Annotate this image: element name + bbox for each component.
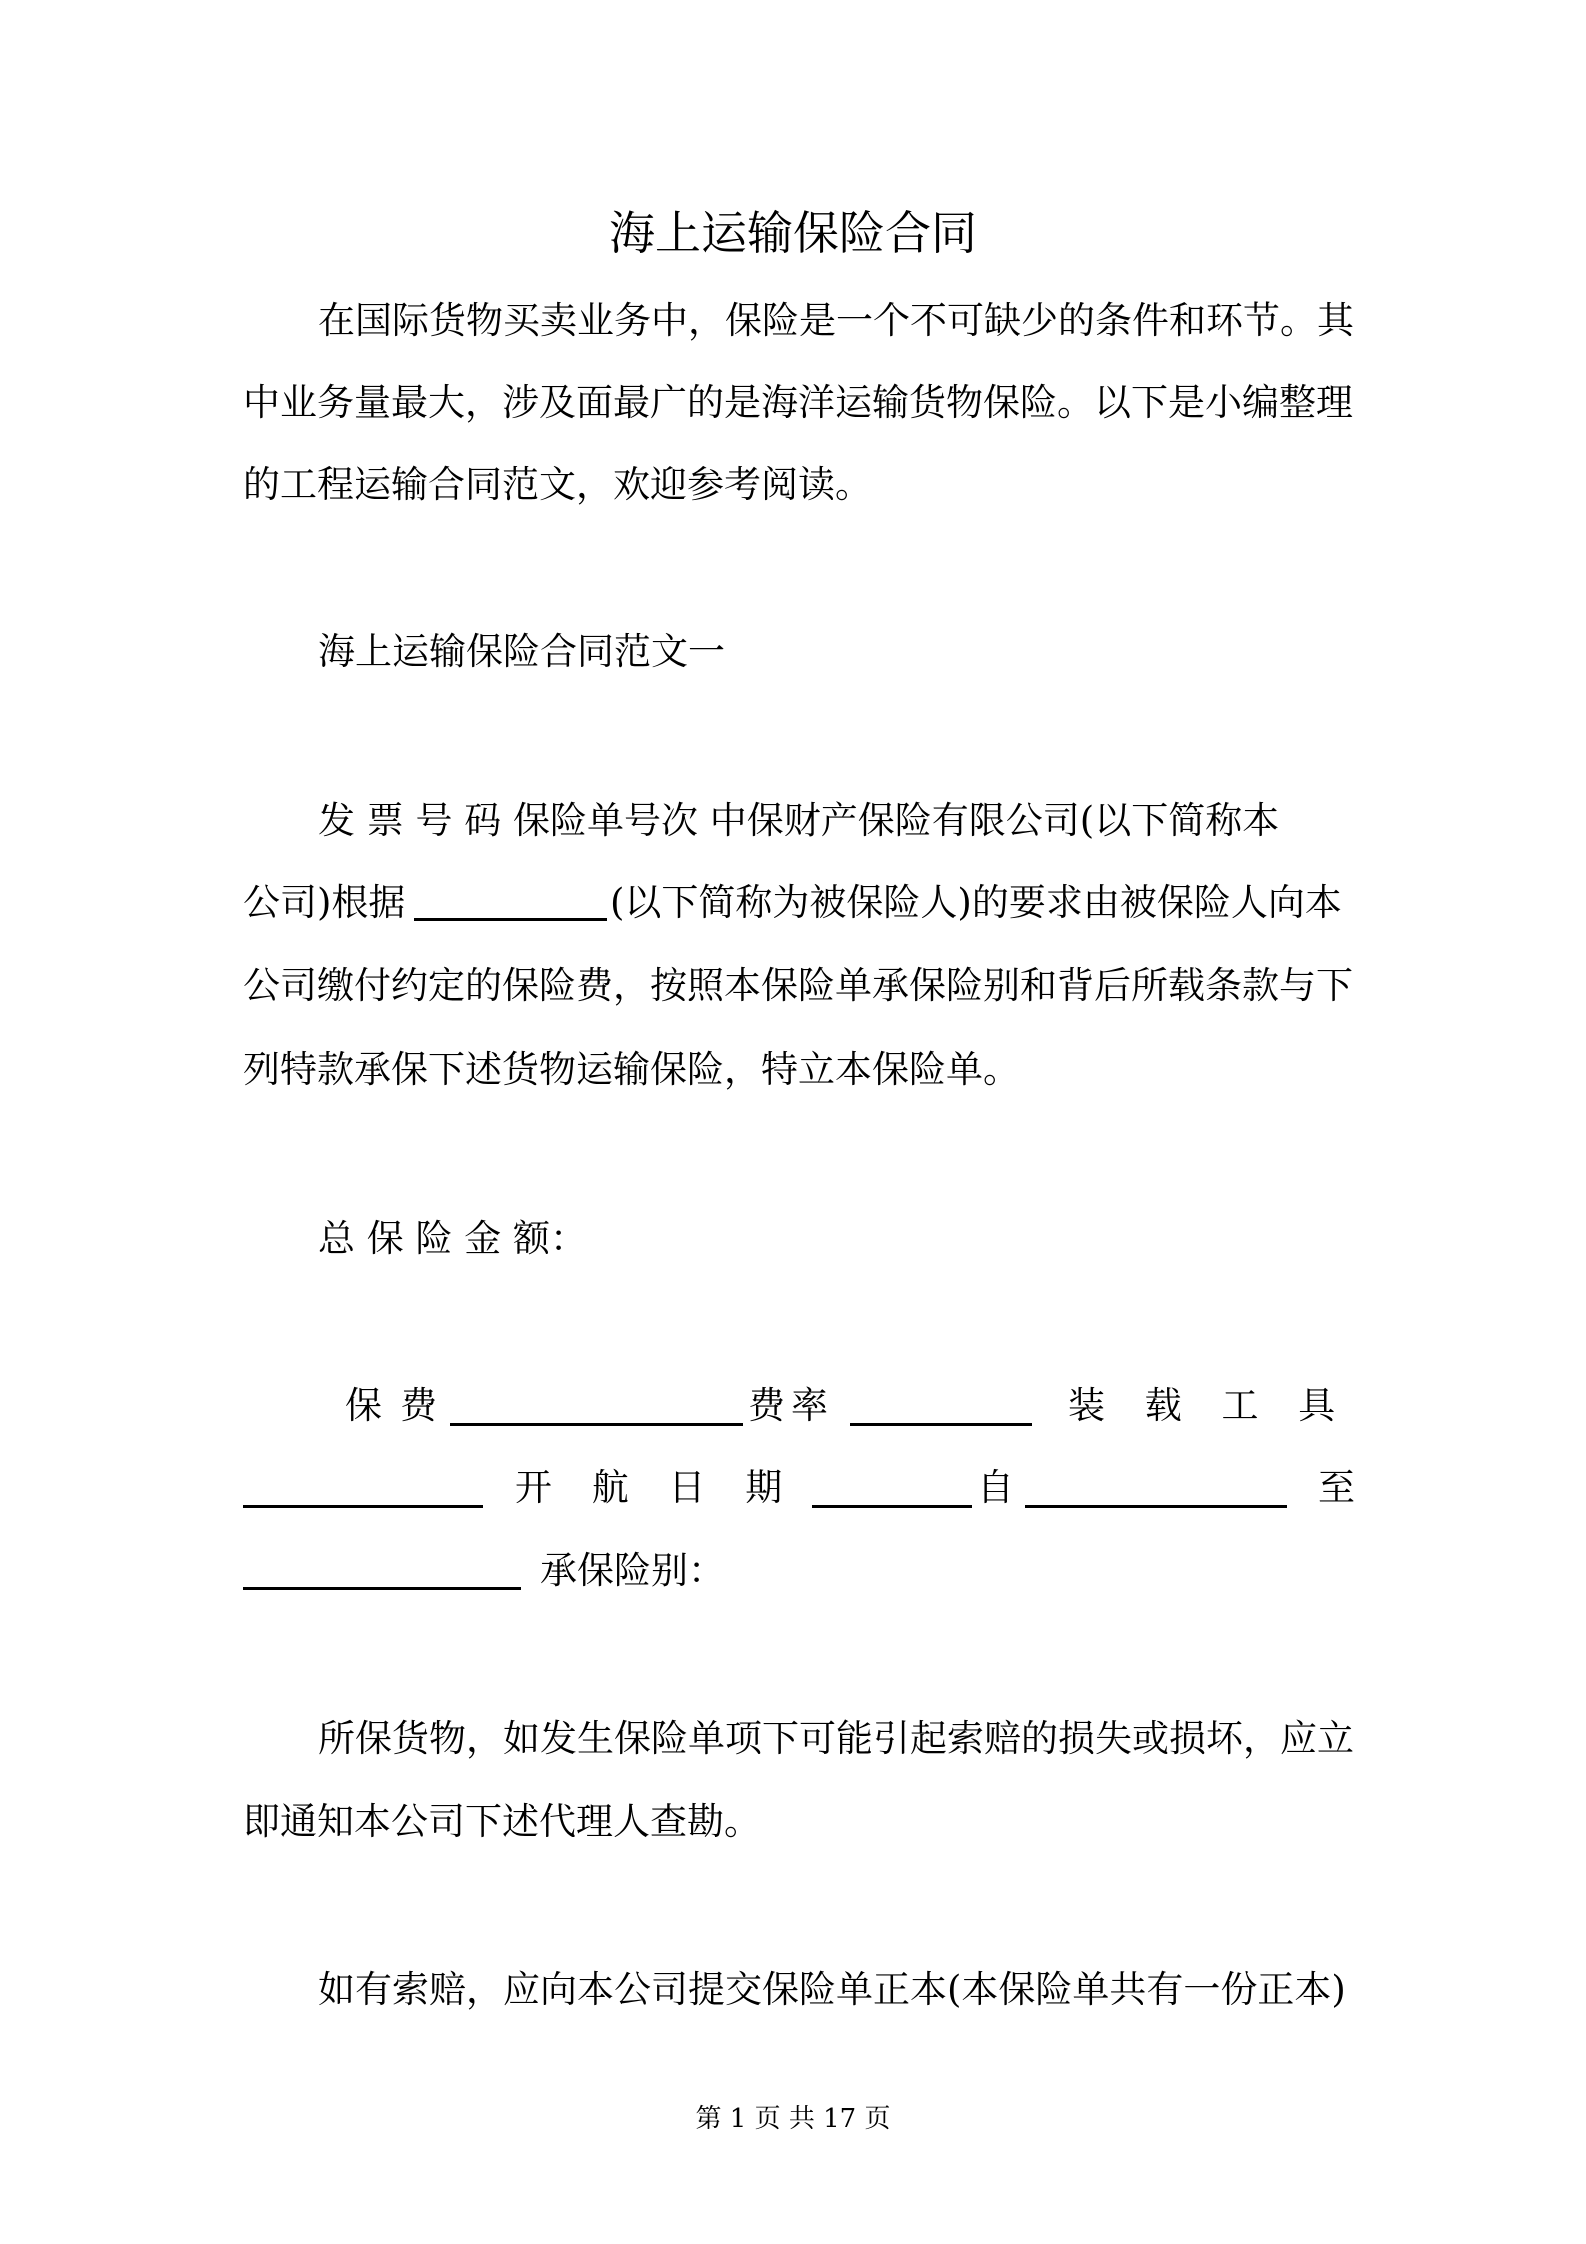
- sailing-date-blank: [812, 1505, 972, 1508]
- clause2-line-1: 所保货物，如发生保险单项下可能引起索赔的损失或损坏，应立: [318, 1717, 1354, 1760]
- document-title: 海上运输保险合同: [609, 206, 977, 260]
- from-blank: [1025, 1505, 1287, 1508]
- sailing-date-label: 开 航 日 期: [515, 1466, 786, 1509]
- insured-name-blank: [414, 918, 607, 921]
- premium-label: 保费: [345, 1384, 455, 1427]
- from-label: 自: [977, 1466, 1014, 1509]
- section-heading: 海上运输保险合同范文一: [318, 630, 725, 673]
- conveyance-label: 装 载 工 具: [1068, 1384, 1339, 1427]
- clause2-line-2: 即通知本公司下述代理人查勘。: [243, 1800, 761, 1843]
- conveyance-blank: [243, 1505, 483, 1508]
- page-number: 第 1 页 共 17 页: [695, 2104, 891, 2134]
- rate-blank: [850, 1423, 1032, 1426]
- clause1-line-2-end: (以下简称为被保险人)的要求由被保险人向本: [610, 881, 1342, 924]
- clause3-line-1: 如有索赔，应向本公司提交保险单正本(本保险单共有一份正本): [318, 1968, 1346, 2011]
- to-blank: [243, 1587, 521, 1590]
- clause1-line-1: 发 票 号 码 保险单号次 中保财产保险有限公司(以下简称本: [318, 799, 1280, 842]
- coverage-label: 承保险别：: [540, 1549, 725, 1592]
- clause1-line-2-start: 公司)根据: [243, 881, 406, 924]
- total-amount-label: 总 保 险 金 额：: [318, 1217, 588, 1260]
- clause1-line-3: 公司缴付约定的保险费，按照本保险单承保险别和背后所载条款与下: [243, 964, 1353, 1007]
- intro-line-1: 在国际货物买卖业务中，保险是一个不可缺少的条件和环节。其: [318, 299, 1354, 342]
- clause1-line-4: 列特款承保下述货物运输保险，特立本保险单。: [243, 1048, 1020, 1091]
- premium-blank: [450, 1423, 743, 1426]
- intro-line-3: 的工程运输合同范文，欢迎参考阅读。: [243, 463, 872, 506]
- to-label: 至: [1318, 1466, 1355, 1509]
- intro-line-2: 中业务量最大，涉及面最广的是海洋运输货物保险。以下是小编整理: [243, 381, 1353, 424]
- rate-label: 费率: [748, 1384, 834, 1427]
